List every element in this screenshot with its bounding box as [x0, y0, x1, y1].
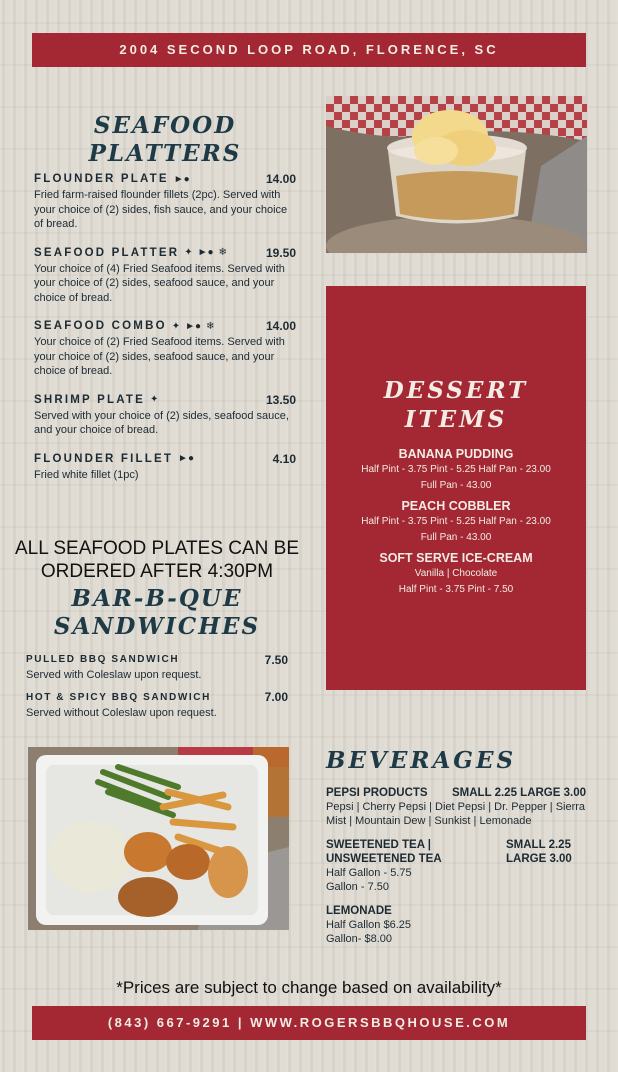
seafood-title-line2: PLATTERS [88, 140, 242, 167]
item-name: FLOUNDER PLATE [34, 173, 169, 185]
item-price: 13.50 [265, 392, 296, 407]
dessert-price-line: Half Pint - 3.75 Pint - 5.25 Half Pan - 23.00 [361, 464, 551, 475]
bbq-title-line1: BAR-B-QUE [71, 585, 243, 612]
fish-icon: ►● [178, 453, 194, 464]
dessert-flavors-line: Vanilla | Chocolate [414, 568, 498, 579]
fish-icon: ►● [173, 173, 190, 185]
seafood-platters-title [34, 112, 296, 168]
menu-item-seafood-combo [34, 317, 296, 379]
beverage-price: LARGE 3.00 [506, 853, 572, 865]
beverage-options: Pepsi | Cherry Pepsi | Diet Pepsi | Dr. Pepper | Sierra Mist | Mountain Dew | Sunkist | Lemonade [326, 801, 586, 827]
beverage-name: UNSWEETENED TEA [326, 853, 442, 865]
contact-text: (843) 667-9291 | WWW.ROGERSBBQHOUSE.COM [107, 1015, 511, 1030]
seafood-plate-illustration [28, 747, 289, 930]
item-price: 7.00 [264, 690, 288, 704]
item-description: Served without Coleslaw upon request. [26, 706, 217, 719]
item-description: Served with your choice of (2) sides, seafood sauce, and your choice of bread. [34, 409, 289, 436]
beverage-size-line: Gallon- $8.00 [326, 933, 393, 945]
item-name: HOT & SPICY BBQ SANDWICH [26, 691, 211, 703]
fish-icon: ►● [197, 247, 214, 258]
item-name: SEAFOOD PLATTER [34, 246, 180, 259]
beverages-list [326, 786, 596, 956]
beverage-name: SWEETENED TEA | [326, 839, 432, 851]
dessert-illustration [326, 96, 587, 253]
dessert-name: PEACH COBBLER [401, 499, 511, 513]
crab-icon: ❄ [218, 247, 227, 258]
fish-icon: ►● [185, 320, 202, 332]
beverage-pepsi-products [326, 786, 596, 828]
dessert-price-line: Half Pint - 3.75 Pint - 5.25 Half Pan - 23.00 [361, 516, 551, 527]
item-description: Served with Coleslaw upon request. [26, 669, 202, 681]
seafood-plate-photo [28, 747, 289, 930]
address-banner [32, 33, 586, 67]
banana-pudding-photo [326, 96, 587, 253]
dessert-name: BANANA PUDDING [398, 447, 514, 461]
beverage-price: SMALL 2.25 [506, 839, 571, 851]
seafood-hours-notice [0, 537, 314, 583]
item-price: 14.00 [265, 172, 296, 186]
menu-item-seafood-platter [34, 244, 296, 306]
item-name: PULLED BBQ SANDWICH [26, 654, 180, 665]
beverages-title: BEVERAGES [326, 747, 517, 774]
menu-item-hot-spicy-bbq-sandwich [26, 689, 288, 721]
dessert-price-line: Half Pint - 3.75 Pint - 7.50 [398, 584, 514, 595]
dessert-name: SOFT SERVE ICE-CREAM [379, 551, 533, 565]
dessert-title-line1: DESSERT [383, 377, 529, 404]
item-description: Your choice of (4) Fried Seafood items. Served with your choice of (2) sides, seafood sauce, and your choice of bread. [34, 262, 285, 304]
item-price: 19.50 [265, 245, 296, 260]
address-text: 2004 SECOND LOOP ROAD, FLORENCE, SC [119, 42, 499, 57]
item-price: 4.10 [272, 451, 296, 466]
dessert-title-line2: ITEMS [404, 406, 508, 433]
item-description: Fried white fillet (1pc) [34, 468, 139, 481]
price-disclaimer: *Prices are subject to change based on availability* [116, 978, 502, 997]
item-name: FLOUNDER FILLET [34, 452, 174, 465]
bbq-items-list [26, 651, 288, 726]
dessert-price-line: Full Pan - 43.00 [420, 480, 492, 491]
shrimp-icon: ✦ [184, 247, 193, 258]
menu-item-flounder-plate [34, 170, 296, 232]
item-description: Fried farm-raised flounder fillets (2pc). Served with your choice of (2) sides, fish sauce, and your choice of bread. [34, 189, 288, 230]
menu-item-flounder-fillet [34, 450, 296, 483]
notice-line2: ORDERED AFTER 4:30PM [40, 561, 274, 582]
beverage-size-line: Half Gallon - 5.75 [326, 867, 412, 879]
beverage-name: LEMONADE [326, 905, 392, 917]
seafood-items-list [34, 170, 296, 494]
item-price: 7.50 [264, 652, 288, 667]
beverage-lemonade [326, 904, 596, 946]
dessert-items-title [326, 376, 586, 434]
dessert-items-panel [326, 286, 586, 690]
bbq-sandwiches-title [26, 585, 288, 641]
beverage-name: PEPSI PRODUCTS [326, 787, 428, 799]
beverage-size-line: Gallon - 7.50 [326, 881, 389, 893]
item-description: Your choice of (2) Fried Seafood items. Served with your choice of (2) sides, seafood sauce, and your choice of bread. [34, 336, 285, 377]
menu-item-pulled-bbq-sandwich [26, 651, 288, 683]
dessert-item-banana-pudding [326, 446, 586, 494]
item-price: 14.00 [265, 319, 296, 333]
notice-line1: ALL SEAFOOD PLATES CAN BE [14, 538, 300, 559]
contact-banner [32, 1006, 586, 1040]
item-name: SEAFOOD COMBO [34, 320, 167, 332]
shrimp-icon: ✦ [149, 394, 159, 405]
shrimp-icon: ✦ [171, 320, 181, 332]
seafood-title-line1: SEAFOOD [93, 112, 237, 139]
beverage-price: SMALL 2.25 LARGE 3.00 [452, 787, 586, 799]
item-name: SHRIMP PLATE [34, 393, 145, 406]
dessert-price-line: Full Pan - 43.00 [420, 532, 492, 543]
menu-item-shrimp-plate [34, 391, 296, 438]
beverage-tea [326, 838, 596, 894]
bbq-title-line2: SANDWICHES [53, 613, 261, 640]
crab-icon: ❄ [206, 320, 215, 332]
dessert-item-peach-cobbler [326, 498, 586, 546]
dessert-item-soft-serve [326, 550, 586, 598]
beverage-size-line: Half Gallon $6.25 [326, 919, 411, 931]
dessert-list [326, 446, 586, 598]
